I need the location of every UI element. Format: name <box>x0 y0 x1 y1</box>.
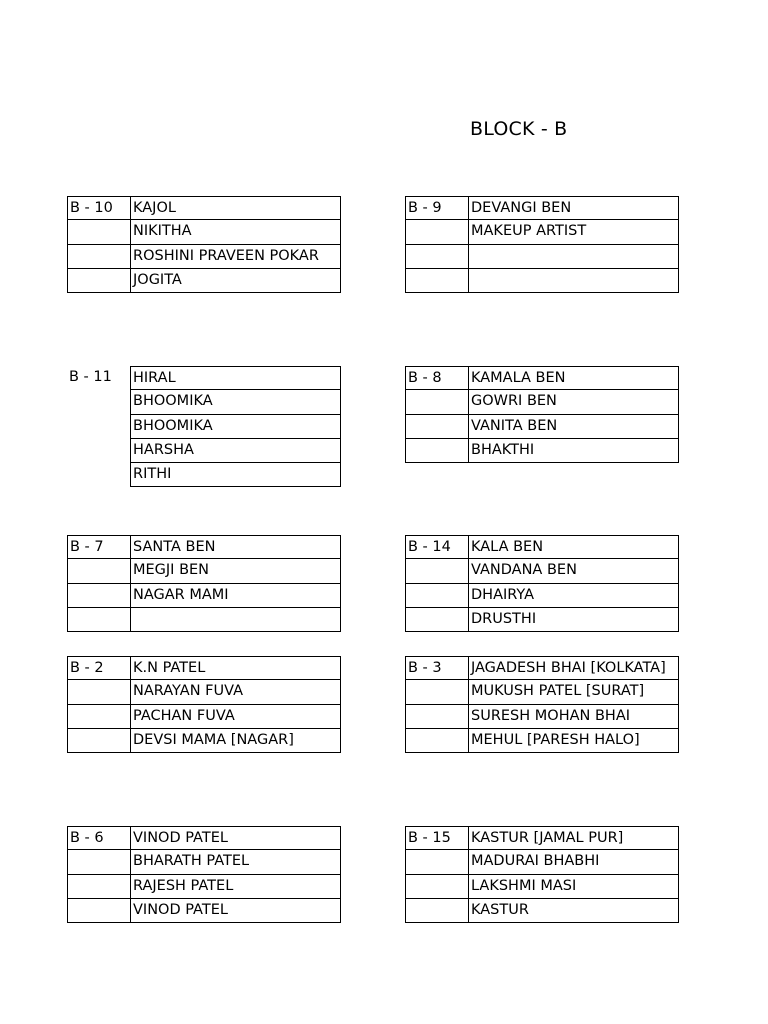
empty-cell <box>67 390 130 414</box>
guest-name: MAKEUP ARTIST <box>468 220 679 244</box>
empty-cell <box>67 899 130 923</box>
room-code: B - 15 <box>405 826 468 850</box>
empty-cell <box>67 463 130 487</box>
guest-name: BHARATH PATEL <box>130 850 341 874</box>
guest-name: MEHUL [PARESH HALO] <box>468 729 679 753</box>
room-code: B - 7 <box>67 535 130 559</box>
guest-name: BHOOMIKA <box>130 415 341 439</box>
guest-name: SANTA BEN <box>130 535 341 559</box>
guest-name: KALA BEN <box>468 535 679 559</box>
guest-name: K.N PATEL <box>130 656 341 680</box>
empty-cell <box>67 850 130 874</box>
guest-name: ROSHINI PRAVEEN POKAR <box>130 245 341 269</box>
empty-cell <box>405 439 468 463</box>
guest-name: BHAKTHI <box>468 439 679 463</box>
guest-name: HIRAL <box>130 366 341 390</box>
guest-name: KAJOL <box>130 196 341 220</box>
room-code: B - 6 <box>67 826 130 850</box>
room-code: B - 2 <box>67 656 130 680</box>
guest-name: PACHAN FUVA <box>130 705 341 729</box>
room-code: B - 11 <box>69 369 112 385</box>
guest-name: HARSHA <box>130 439 341 463</box>
guest-name: DEVSI MAMA [NAGAR] <box>130 729 341 753</box>
guest-name <box>468 269 679 293</box>
guest-name: RAJESH PATEL <box>130 875 341 899</box>
empty-cell <box>405 729 468 753</box>
empty-cell <box>67 559 130 583</box>
guest-name: MADURAI BHABHI <box>468 850 679 874</box>
guest-name: DHAIRYA <box>468 584 679 608</box>
empty-cell <box>405 680 468 704</box>
empty-cell <box>405 850 468 874</box>
empty-cell <box>67 584 130 608</box>
guest-name: VINOD PATEL <box>130 899 341 923</box>
guest-name: VANDANA BEN <box>468 559 679 583</box>
room-code: B - 10 <box>67 196 130 220</box>
empty-cell <box>405 415 468 439</box>
empty-cell <box>67 875 130 899</box>
guest-name: SURESH MOHAN BHAI <box>468 705 679 729</box>
guest-name: KASTUR [JAMAL PUR] <box>468 826 679 850</box>
guest-name: VINOD PATEL <box>130 826 341 850</box>
empty-cell <box>405 899 468 923</box>
empty-cell <box>405 559 468 583</box>
empty-cell <box>67 729 130 753</box>
empty-cell <box>67 415 130 439</box>
page-title: BLOCK - B <box>470 118 568 140</box>
empty-cell <box>405 245 468 269</box>
empty-cell <box>405 390 468 414</box>
guest-name: KAMALA BEN <box>468 366 679 390</box>
guest-name <box>468 245 679 269</box>
empty-cell <box>405 269 468 293</box>
guest-name: DEVANGI BEN <box>468 196 679 220</box>
guest-name: BHOOMIKA <box>130 390 341 414</box>
room-code: B - 8 <box>405 366 468 390</box>
empty-cell <box>405 584 468 608</box>
room-code: B - 3 <box>405 656 468 680</box>
guest-name: JAGADESH BHAI [KOLKATA] <box>468 656 679 680</box>
empty-cell <box>67 220 130 244</box>
guest-name: MEGJI BEN <box>130 559 341 583</box>
empty-cell <box>67 608 130 632</box>
guest-name: NARAYAN FUVA <box>130 680 341 704</box>
room-code: B - 14 <box>405 535 468 559</box>
guest-name: NIKITHA <box>130 220 341 244</box>
guest-name: JOGITA <box>130 269 341 293</box>
empty-cell <box>405 608 468 632</box>
empty-cell <box>67 705 130 729</box>
empty-cell <box>67 269 130 293</box>
guest-name <box>130 608 341 632</box>
empty-cell <box>67 680 130 704</box>
guest-name: VANITA BEN <box>468 415 679 439</box>
guest-name: RITHI <box>130 463 341 487</box>
guest-name: MUKUSH PATEL [SURAT] <box>468 680 679 704</box>
empty-cell <box>405 220 468 244</box>
guest-name: DRUSTHI <box>468 608 679 632</box>
empty-cell <box>405 705 468 729</box>
guest-name: NAGAR MAMI <box>130 584 341 608</box>
room-code: B - 9 <box>405 196 468 220</box>
guest-name: GOWRI BEN <box>468 390 679 414</box>
guest-name: KASTUR <box>468 899 679 923</box>
empty-cell <box>67 245 130 269</box>
empty-cell <box>405 875 468 899</box>
empty-cell <box>67 439 130 463</box>
guest-name: LAKSHMI MASI <box>468 875 679 899</box>
